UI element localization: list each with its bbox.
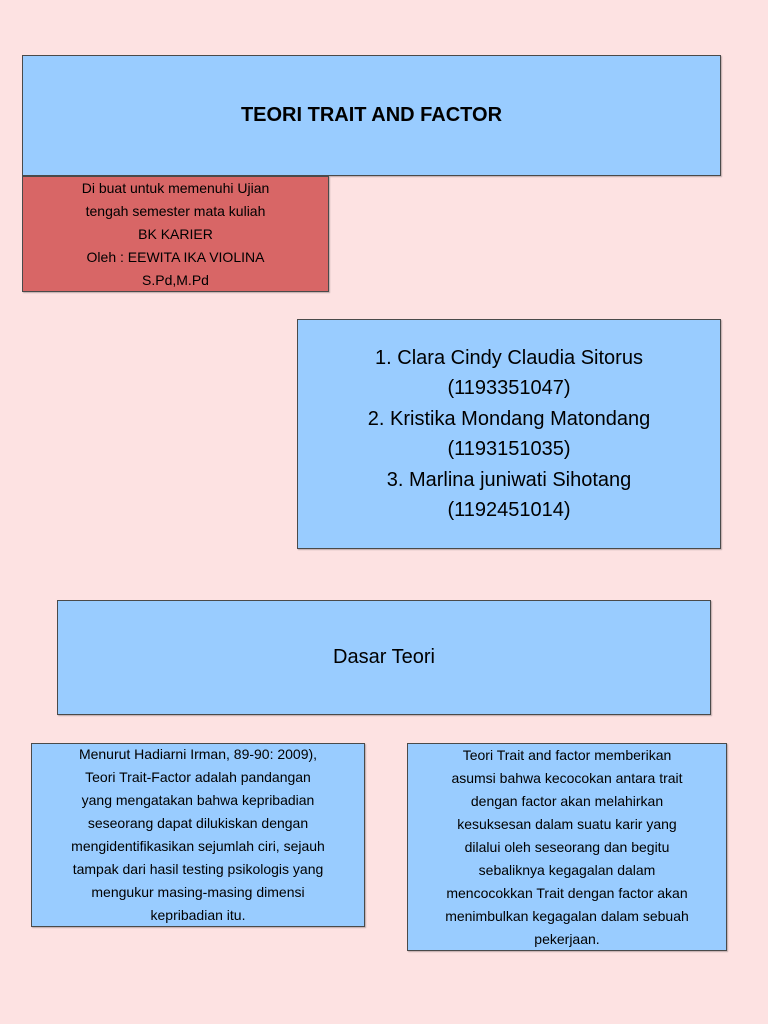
paragraph-line: kesuksesan dalam suatu karir yang: [457, 815, 677, 832]
section-title: Dasar Teori: [333, 646, 435, 668]
paragraph-line: mengukur masing-masing dimensi: [91, 884, 305, 900]
paragraph-line: mencocokkan Trait dengan factor akan: [446, 884, 688, 901]
paragraph-line: Menurut Hadiarni Irman, 89-90: 2009),: [78, 746, 318, 762]
note-line: Oleh : EEWITA IKA VIOLINA: [86, 248, 265, 265]
note-line: tengah semester mata kuliah: [85, 202, 266, 219]
paragraph-line: asumsi bahwa kecocokan antara trait: [451, 769, 683, 786]
slide-title: TEORI TRAIT AND FACTOR: [240, 104, 503, 126]
paragraph-line: Teori Trait and factor memberikan: [462, 746, 672, 763]
paragraph-line: mengidentifikasikan sejumlah ciri, sejauh: [71, 838, 325, 854]
member-id: (1192451014): [447, 499, 571, 521]
paragraph-line: sebaliknya kegagalan dalam: [478, 861, 656, 878]
member-id: (1193351047): [447, 377, 571, 399]
member-id: (1193151035): [447, 438, 571, 460]
member-name: 2. Kristika Mondang Matondang: [367, 407, 651, 430]
paragraph-line: kepribadian itu.: [150, 907, 246, 923]
title-box: [22, 55, 721, 176]
course-note-box: [22, 176, 329, 292]
member-name: 3. Marlina juniwati Sihotang: [386, 468, 632, 491]
paragraph-line: dilalui oleh seseorang dan begitu: [464, 838, 670, 855]
note-line: S.Pd,M.Pd: [142, 271, 209, 288]
assumption-paragraph-box: [407, 743, 727, 951]
note-line: Di buat untuk memenuhi Ujian: [81, 179, 270, 196]
paragraph-line: dengan factor akan melahirkan: [470, 792, 664, 809]
definition-paragraph-box: [31, 743, 365, 927]
members-box: [297, 319, 721, 549]
section-title-box: [57, 600, 711, 715]
paragraph-line: yang mengatakan bahwa kepribadian: [81, 792, 315, 808]
paragraph-line: menimbulkan kegagalan dalam sebuah: [445, 907, 689, 924]
paragraph-line: Teori Trait-Factor adalah pandangan: [85, 769, 311, 785]
paragraph-line: tampak dari hasil testing psikologis yang: [72, 861, 324, 877]
member-name: 1. Clara Cindy Claudia Sitorus: [375, 346, 643, 369]
note-line: BK KARIER: [138, 225, 213, 242]
paragraph-line: pekerjaan.: [534, 930, 600, 947]
paragraph-line: seseorang dapat dilukiskan dengan: [87, 815, 309, 831]
